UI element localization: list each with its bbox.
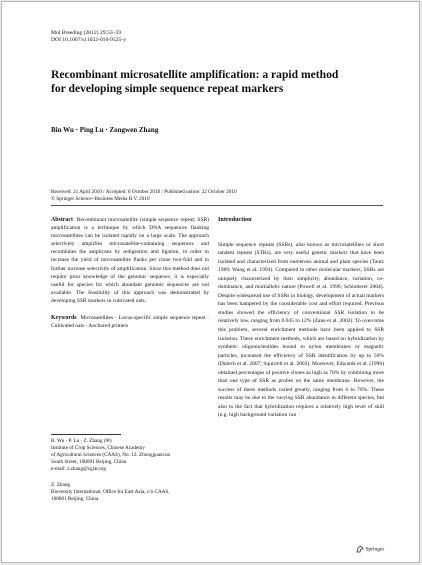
abstract [51,216,209,305]
publisher-name: Springer [365,546,385,553]
affiliation-2-author: Z. Zhang [51,482,71,488]
affiliation-1-authors: B. Wu · P. Lu · Z. Zhang (✉) [51,438,112,444]
affiliation-2-line-1: Bioversity International, Office for East Asia, c/o CAAS, [51,489,170,495]
title-line-2: for developing simple sequence repeat markers [51,82,284,95]
divider [51,205,383,206]
introduction-heading: Introduction [218,216,252,223]
journal-citation: Mol Breeding (2012) 29:53–59 [51,30,122,36]
left-column [51,216,209,330]
affiliations [51,438,201,512]
publication-dates [51,189,237,202]
doi: DOI 10.1007/s11032-010-9525-y [51,37,126,43]
email-link[interactable]: e-mail: z.zhang@cgiar.org [51,466,106,472]
springer-horse-icon [356,545,364,553]
paper-page [1,1,420,563]
title-line-1: Recombinant microsatellite amplification: a rapid method [51,68,339,81]
affiliation-1-line-3: South Street, 100081 Beijing, China [51,459,127,465]
abstract-heading: Abstract [51,217,73,223]
authors: Bin Wu · Ping Lu · Zongwen Zhang [51,126,159,134]
affiliation-1 [51,438,201,473]
keywords [51,314,209,330]
introduction-text: Simple sequence repeats (SSRs), also known as microsatellites or short tandem repeats (STRs), are very useful genetic markers that have been isolated and characterized from numerous animal and plant species (Tautz 1989; Wang et al. 1994). Compared to other molecular markers, SSRs are uniquely characterized by their simplicity, abundance, variation, co-dominance, and multiallelic nature (Powell et al. 1996; Schlotterer 2004). Despite widespread use of SSRs in biology, development of actual markers has been hampered by the considerable cost and effort required. Previous studies showed the efficiency of conventional SSR isolation to be relatively low, ranging from 0.045 to 12% (Zane et al. 2002). To overcome this problem, several enrichment methods have been applied to SSR isolation. These enrichment methods, which are based on hybridization by synthetic oligonucleotides bound to nylon membranes or magnetic particles, increased the efficiency of SSR identification by up to 50% (Dutech et al. 2007; Squirrell et al. 2003). Moreover, Edwards et al. (1996) obtained percentages of positive clones as high as 70% by combining more than one type of SSR as probes on the same membrane. However, the success of these methods varied greatly, ranging from 6 to 70%. These results may be due to the varying SSR abundance in different species, but also to the fact that hybridization requires a relatively high level of skill (e.g. high background variation can [218,241,384,419]
affiliation-2-line-2: 100081 Beijing, China [51,496,99,502]
paper-title [51,68,391,96]
footnote-divider [51,434,121,435]
journal-header [51,30,126,44]
copyright: © Springer Science+Business Media B.V. 2010 [51,195,150,202]
keywords-heading: Keywords [51,315,77,322]
received-accepted-dates: Received: 21 April 2010 / Accepted: 6 October 2010 / Published online: 22 October 2010 [51,189,237,195]
abstract-text: Recombinant microsatellite (simple sequence repeat; SSR) amplification is a technique by which DNA sequences flanking microsatellites can be isolated rapidly on a large scale. The approach selectively amplifies microsatellite-containing sequences and recombines the amplicons by redigestion and ligation, in order to increase the yield of microsatellite flanks per clone two-fold and to further increase selectivity of amplification. Since this method does not require prior knowledge of the genomic sequence, it is especially useful for species for which abundant genomic sequences are not available. The feasibility of this approach was demonstrated by developing SSR markers in cultivated oats. [51,217,210,304]
right-column [218,216,384,420]
affiliation-1-line-2: of Agricultural Sciences (CAAS), No. 12. Zhongguancun [51,452,171,458]
keywords-text: Microsatellites · Locus-specific simple sequence repeat · Cultivated oats · Anchored primers [51,315,209,330]
affiliation-1-line-1: Institute of Crop Sciences, Chinese Academy [51,445,145,451]
affiliation-2 [51,482,201,503]
publisher-logo [356,545,384,553]
